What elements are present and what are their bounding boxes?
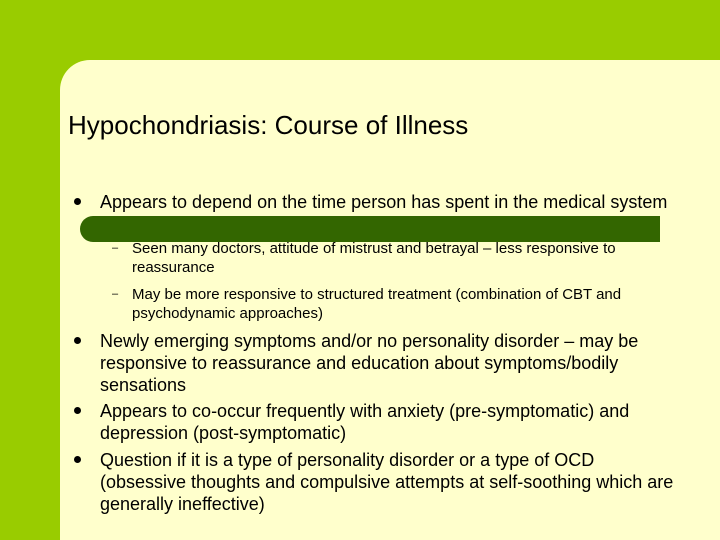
sub-bullet-item-2: May be more responsive to structured treatment (combination of CBT and psychodynamic approaches) — [132, 286, 622, 322]
bullet-dot-icon — [74, 198, 81, 205]
bullet-item-1: Appears to depend on the time person has spent in the medical system — [100, 192, 668, 212]
bullet-dot-icon — [74, 407, 81, 414]
sub-bullet-dash-icon: – — [112, 288, 119, 300]
bullet-item-4: Question if it is a type of personality disorder or a type of OCD (obsessive thoughts and compulsive attempts at self-soothing which are generally ineffective) — [100, 450, 674, 514]
sub-bullet-item-1: Seen many doctors, attitude of mistrust and betrayal – less responsive to reassurance — [132, 240, 616, 276]
sub-bullet-dash-icon: – — [112, 242, 119, 254]
bullet-item-3: Appears to co-occur frequently with anxiety (pre-symptomatic) and depression (post-symptomatic) — [100, 401, 630, 443]
bullet-dot-icon — [74, 456, 81, 463]
bullet-item-2: Newly emerging symptoms and/or no personality disorder – may be responsive to reassurance and education about symptoms/bodily sensations — [100, 331, 639, 395]
bullet-dot-icon — [74, 337, 81, 344]
slide-title: Hypochondriasis: Course of Illness — [68, 110, 469, 140]
